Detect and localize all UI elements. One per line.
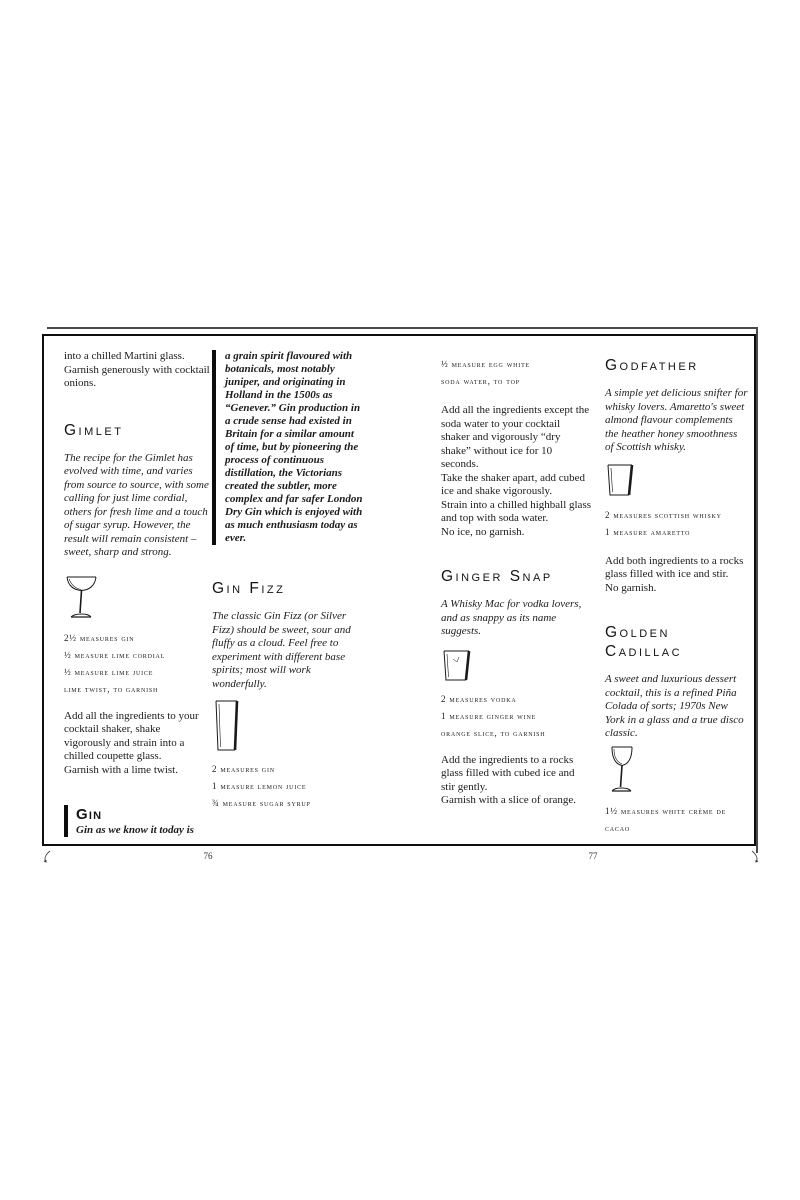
highball-glass-icon [212,699,242,753]
method-sentence: Strain into a chilled highball glass and top with soda water. [441,498,592,524]
golden-cadillac-title: Golden Cadillac [605,624,683,660]
ingredient-line: 2 measures gin [212,764,275,774]
ingredient-line: soda water, to top [441,376,520,386]
ingredient-line: 1 measure amaretto [605,526,691,537]
method-sentence: Add all the ingredients to your cocktail shaker, shake vigorously and strain into a chilled coupette glass. [64,709,199,762]
gimlet-description: The recipe for the Gimlet has evolved with time, and varies from source to source, with some calling for just lime cordial, others for fresh lime and a touch of sugar syrup. However, the result will remain consistent – sweet, sharp and strong. [64,451,209,558]
gin-intro-continuation: a grain spirit flavoured with botanicals, most notably juniper, and originating in Holland in the 1500s as “Genever.” Gin production in a crude sense had existed in Britain for a similar amount of time, but by pioneering the process of continuous distillation, the Victorians created the subtler, more complex and far safer London Dry Gin which is enjoyed with as much enthusiasm today as ever. [212,350,365,545]
rocks-glass-icon [441,649,473,683]
method-sentence: Add both ingredients to a rocks glass filled with ice and stir. [605,554,744,580]
ingredient-line: ½ measure lime juice [64,666,154,677]
method-sentence: Add all the ingredients except the soda water to your cocktail shaker and vigorously “dry shake” without ice for 10 seconds. [441,404,590,470]
ingredient-line: 2½ measures gin [64,632,135,643]
method-sentence: Add the ingredients to a rocks glass filled with cubed ice and stir gently. [441,753,575,793]
ingredient-line: 2 measures scottish whisky [605,509,722,520]
golden-cadillac-ingredients [605,803,748,837]
gimlet-method [64,710,210,778]
method-sentence: Garnish with a slice of orange. [441,794,577,806]
ingredient-line: 1 measure lemon juice [212,781,307,791]
left-page-column-2 [212,350,365,812]
ingredient-line: 1½ measures white crème de cacao [605,805,727,833]
coupette-glass-icon [64,574,100,622]
godfather-description: A simple yet delicious snifter for whisky lovers. Amaretto's sweet almond flavour complements the heather honey smoothness of Scottish whisky. [605,387,748,453]
godfather-method [605,555,748,596]
method-sentence: No garnish. [605,581,657,594]
right-page-number: 77 [588,851,598,861]
gimlet-ingredients [64,630,210,698]
ginger-snap-method [441,754,591,808]
entry-accent-bar [64,805,68,837]
gin-fizz-ingredients-continued [441,356,591,390]
gin-intro-first-line: Gin as we know it today is [76,824,194,836]
godfather-section [605,356,748,595]
ginger-snap-description: A Whisky Mac for vodka lovers, and as snappy as its name suggests. [441,598,582,637]
ginger-snap-title: Ginger Snap [441,568,553,585]
gimlet-section [64,421,210,778]
left-page-column-1 [64,350,210,837]
godfather-title: Godfather [605,357,699,374]
method-sentence: No ice, no garnish. [441,525,525,538]
ginger-snap-section [441,567,591,808]
page-curl-mark-right [750,850,760,864]
godfather-ingredients [605,507,748,541]
ingredient-line: lime twist, to garnish [64,683,159,694]
ingredient-line: 2 measures vodka [441,693,517,704]
ingredient-line: ½ measure egg white [441,359,531,369]
gin-fizz-section [212,579,365,812]
right-page-column-2 [605,350,748,837]
rocks-glass-icon [605,463,635,499]
gin-title: Gin [76,806,103,823]
ingredient-line: orange slice, to garnish [441,727,546,738]
left-page-number: 76 [203,851,213,861]
gimlet-title: Gimlet [64,421,124,439]
gin-entry-start [64,805,210,837]
gin-fizz-title: Gin Fizz [212,580,286,597]
ingredient-line: 1 measure ginger wine [441,710,537,721]
gin-fizz-method [441,404,591,539]
open-book-spread [42,334,756,846]
ginger-snap-ingredients [441,691,591,742]
method-sentence: Take the shaker apart, add cubed ice and shake vigorously. [441,471,585,497]
gin-fizz-description: The classic Gin Fizz (or Silver Fizz) should be sweet, sour and fluffy as a cloud. Feel free to experiment with different base spirits; most will work wonderfully. [212,610,351,690]
wine-glass-icon [605,745,639,795]
gibson-continuation-text: into a chilled Martini glass. Garnish generously with cocktail onions. [64,350,210,389]
page-curl-mark-left [42,850,52,864]
ingredient-line: ¾ measure sugar syrup [212,798,311,808]
golden-cadillac-section [605,623,748,837]
golden-cadillac-description: A sweet and luxurious dessert cocktail, this is a refined Piña Colada of sorts; 1970s New York in a glass and a true disco classic. [605,673,744,739]
ingredient-line: ½ measure lime cordial [64,649,166,660]
method-sentence: Garnish with a lime twist. [64,763,178,776]
gin-fizz-ingredients [212,761,365,812]
right-page-column-1 [441,350,591,808]
